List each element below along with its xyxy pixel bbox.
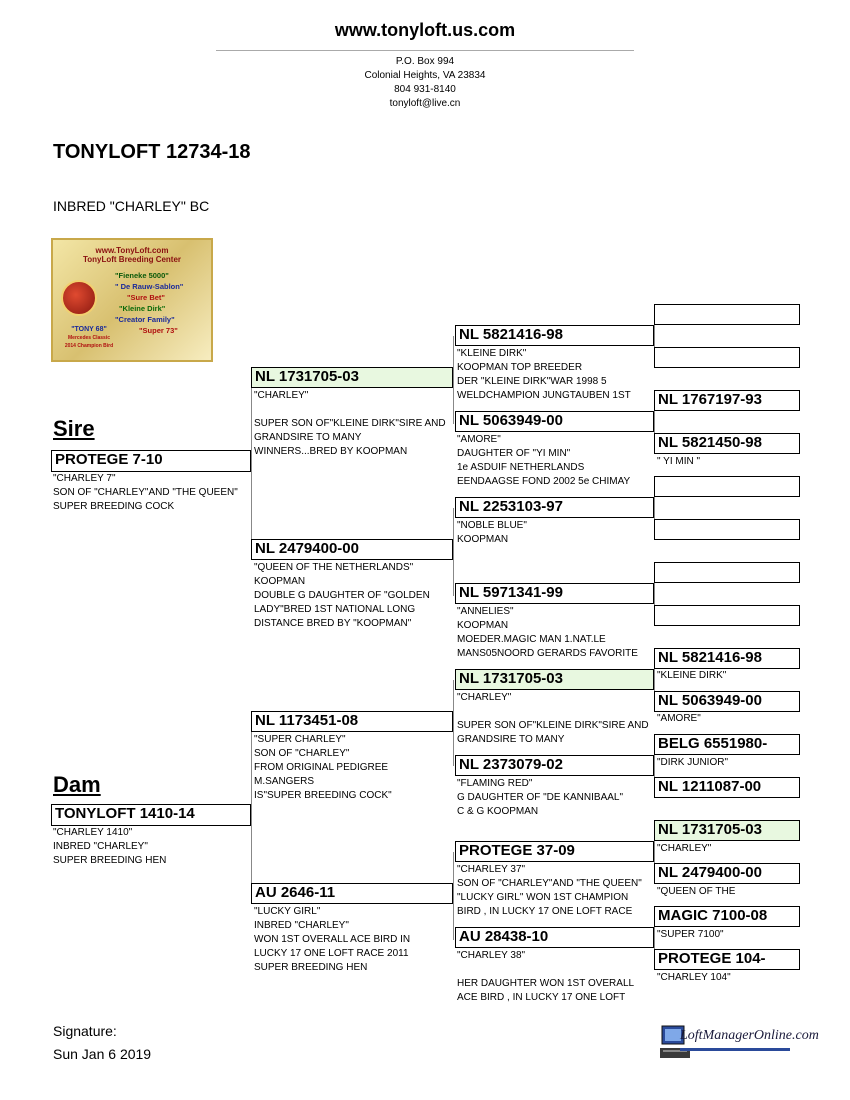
print-date: Sun Jan 6 2019 xyxy=(53,1046,152,1062)
g3-desc-line: MOEDER.MAGIC MAN 1.NAT.LE xyxy=(457,634,606,645)
g3-ring-box: NL 2373079-02 xyxy=(455,755,654,776)
g4-ring-box: NL 5063949-00 xyxy=(654,691,800,712)
logo-line-creator: "Creator Family" xyxy=(115,315,175,324)
logo-line-surebet: "Sure Bet" xyxy=(127,293,165,302)
g2-desc-line: FROM ORIGINAL PEDIGREE xyxy=(254,762,389,773)
g3-desc-line: SUPER SON OF"KLEINE DIRK"SIRE AND xyxy=(457,720,649,731)
sire-description xyxy=(53,472,238,514)
tonyloft-logo xyxy=(51,238,213,362)
g4-description: "AMORE" xyxy=(657,713,701,724)
g2-desc-line: DISTANCE BRED BY "KOOPMAN" xyxy=(254,618,412,629)
g4-description: "KLEINE DIRK" xyxy=(657,670,727,681)
g3-desc-line: KOOPMAN xyxy=(457,620,509,631)
g4-description: "SUPER 7100" xyxy=(657,929,724,940)
g3-ring-box: NL 2253103-97 xyxy=(455,497,654,518)
bird-name: INBRED "CHARLEY" BC xyxy=(53,198,210,214)
g3-desc-line: G DAUGHTER OF "DE KANNIBAAL" xyxy=(457,792,624,803)
g4-ring-box xyxy=(654,605,800,626)
g4-ring-box: MAGIC 7100-08 xyxy=(654,906,800,927)
pigeon-icon xyxy=(61,280,97,316)
g2-connector xyxy=(453,336,454,424)
g3-ring-box: NL 5063949-00 xyxy=(455,411,654,432)
g4-ring-box: BELG 6551980- xyxy=(654,734,800,755)
g2-desc-line: SUPER BREEDING HEN xyxy=(254,962,368,973)
contact-block xyxy=(0,55,850,111)
logo-line-mercedes: Mercedes Classic xyxy=(68,335,110,341)
bird-ring-title: TONYLOFT 12734-18 xyxy=(53,141,251,163)
logo-underline xyxy=(680,1048,790,1051)
g2-ring-box: AU 2646-11 xyxy=(251,883,453,904)
g3-desc-line: "ANNELIES" xyxy=(457,606,514,617)
sire-connector xyxy=(251,378,252,560)
g3-desc-line: 1e ASDUIF NETHERLANDS xyxy=(457,462,585,473)
g2-desc-line: LUCKY 17 ONE LOFT RACE 2011 xyxy=(254,948,409,959)
g3-desc-line: BIRD , IN LUCKY 17 ONE LOFT RACE xyxy=(457,906,633,917)
g2-desc-line: "CHARLEY" xyxy=(254,390,309,401)
g3-description xyxy=(457,605,638,661)
g2-ring-box: NL 2479400-00 xyxy=(251,539,453,560)
g3-desc-line: DAUGHTER OF "YI MIN" xyxy=(457,448,571,459)
g3-desc-line: "CHARLEY 38" xyxy=(457,950,526,961)
g3-description xyxy=(457,433,630,489)
g3-desc-line: MANS05NOORD GERARDS FAVORITE xyxy=(457,648,638,659)
dam-heading: Dam xyxy=(53,772,101,797)
g3-desc-line: DER "KLEINE DIRK"WAR 1998 5 xyxy=(457,376,607,387)
g2-connector xyxy=(453,508,454,596)
logo-line-fieneke: "Fieneke 5000" xyxy=(115,271,169,280)
signature-label: Signature: xyxy=(53,1023,117,1039)
g4-description: " YI MIN " xyxy=(657,456,701,467)
g2-desc-line: "SUPER CHARLEY" xyxy=(254,734,346,745)
contact-po-box: P.O. Box 994 xyxy=(395,56,455,67)
g3-ring-box: AU 28438-10 xyxy=(455,927,654,948)
g4-ring-box xyxy=(654,476,800,497)
g3-desc-line: "KLEINE DIRK" xyxy=(457,348,527,359)
g2-desc-line: IS"SUPER BREEDING COCK" xyxy=(254,790,392,801)
g2-desc-line: SON OF "CHARLEY" xyxy=(254,748,350,759)
g3-description xyxy=(457,347,631,403)
g2-desc-line: "LUCKY GIRL" xyxy=(254,906,321,917)
g2-desc-line: WINNERS...BRED BY KOOPMAN xyxy=(254,446,408,457)
g3-description xyxy=(457,863,642,919)
g3-desc-line: "LUCKY GIRL" WON 1ST CHAMPION xyxy=(457,892,629,903)
logo-line-tony68: "TONY 68" xyxy=(71,326,107,333)
g3-desc-line: KOOPMAN xyxy=(457,534,509,545)
g3-description xyxy=(457,519,527,547)
g3-desc-line: "NOBLE BLUE" xyxy=(457,520,527,531)
g2-description xyxy=(254,561,430,631)
g3-description xyxy=(457,777,623,819)
g3-desc-line: SON OF "CHARLEY"AND "THE QUEEN" xyxy=(457,878,642,889)
contact-city: Colonial Heights, VA 23834 xyxy=(364,70,486,81)
g4-description: "CHARLEY" xyxy=(657,843,712,854)
g3-desc-line: KOOPMAN TOP BREEDER xyxy=(457,362,583,373)
logo-line-rauw: " De Rauw-Sablon" xyxy=(115,282,184,291)
g4-description: "CHARLEY 104" xyxy=(657,972,731,983)
g3-description xyxy=(457,691,649,747)
sire-ring-box: PROTEGE 7-10 xyxy=(51,450,251,472)
g2-desc-line: KOOPMAN xyxy=(254,576,306,587)
g2-description xyxy=(254,389,446,459)
loftmanager-logo xyxy=(658,1022,819,1062)
g2-desc-line: GRANDSIRE TO MANY xyxy=(254,432,362,443)
g2-desc-line xyxy=(254,403,446,417)
sire-desc-line: "CHARLEY 7" xyxy=(53,473,116,484)
g2-desc-line: DOUBLE G DAUGHTER OF "GOLDEN xyxy=(254,590,430,601)
g3-desc-line: "AMORE" xyxy=(457,434,501,445)
g3-desc-line: EENDAAGSE FOND 2002 5e CHIMAY xyxy=(457,476,631,487)
g4-ring-box xyxy=(654,519,800,540)
g2-desc-line: INBRED "CHARLEY" xyxy=(254,920,349,931)
g3-desc-line: C & G KOOPMAN xyxy=(457,806,539,817)
dam-desc-line: INBRED "CHARLEY" xyxy=(53,841,148,852)
g4-description: "QUEEN OF THE xyxy=(657,886,736,897)
g2-description xyxy=(254,905,410,975)
sire-desc-line: SUPER BREEDING COCK xyxy=(53,501,175,512)
g2-description xyxy=(254,733,392,803)
g2-ring-box: NL 1173451-08 xyxy=(251,711,453,732)
g4-ring-box xyxy=(654,304,800,325)
dam-desc-line: "CHARLEY 1410" xyxy=(53,827,133,838)
g4-description: "DIRK JUNIOR" xyxy=(657,757,728,768)
g2-desc-line: "QUEEN OF THE NETHERLANDS" xyxy=(254,562,414,573)
g3-desc-line: "FLAMING RED" xyxy=(457,778,533,789)
logo-line-kleinedirk: "Kleine Dirk" xyxy=(119,304,166,313)
g4-ring-box: NL 5821416-98 xyxy=(654,648,800,669)
g4-ring-box xyxy=(654,562,800,583)
g4-ring-box: NL 2479400-00 xyxy=(654,863,800,884)
g2-desc-line: SUPER SON OF"KLEINE DIRK"SIRE AND xyxy=(254,418,446,429)
g3-ring-box: NL 5821416-98 xyxy=(455,325,654,346)
dam-desc-line: SUPER BREEDING HEN xyxy=(53,855,167,866)
g3-desc-line xyxy=(457,963,634,977)
g3-desc-line: HER DAUGHTER WON 1ST OVERALL xyxy=(457,978,635,989)
header-divider xyxy=(216,50,634,51)
site-url: www.tonyloft.us.com xyxy=(334,20,516,40)
contact-phone: 804 931-8140 xyxy=(394,84,456,95)
g3-ring-box: NL 1731705-03 xyxy=(455,669,654,690)
g3-desc-line: ACE BIRD , IN LUCKY 17 ONE LOFT xyxy=(457,992,626,1003)
g2-desc-line: M.SANGERS xyxy=(254,776,315,787)
g3-desc-line xyxy=(457,705,649,719)
g4-ring-box: NL 1211087-00 xyxy=(654,777,800,798)
g4-ring-box xyxy=(654,347,800,368)
g3-desc-line: GRANDSIRE TO MANY xyxy=(457,734,565,745)
sire-desc-line: SON OF "CHARLEY"AND "THE QUEEN" xyxy=(53,487,238,498)
logo-url: www.TonyLoft.com xyxy=(95,246,169,255)
g4-ring-box: NL 5821450-98 xyxy=(654,433,800,454)
g3-desc-line: WELDCHAMPION JUNGTAUBEN 1ST xyxy=(457,390,631,401)
g2-desc-line: WON 1ST OVERALL ACE BIRD IN xyxy=(254,934,411,945)
logo-line-champion: 2014 Champion Bird xyxy=(64,343,114,349)
logo-line-super73: "Super 73" xyxy=(139,326,178,335)
g3-ring-box: NL 5971341-99 xyxy=(455,583,654,604)
g4-ring-box: PROTEGE 104- xyxy=(654,949,800,970)
g3-description xyxy=(457,949,634,1005)
g3-desc-line: "CHARLEY" xyxy=(457,692,512,703)
contact-email: tonyloft@live.cn xyxy=(389,98,461,109)
dam-description xyxy=(53,826,166,868)
dam-connector xyxy=(251,716,252,892)
g2-connector xyxy=(453,852,454,940)
g4-ring-box: NL 1731705-03 xyxy=(654,820,800,841)
logo-breeding-center: TonyLoft Breeding Center xyxy=(82,255,182,264)
sire-heading: Sire xyxy=(53,416,95,441)
g2-ring-box: NL 1731705-03 xyxy=(251,367,453,388)
g2-connector xyxy=(453,680,454,766)
g3-desc-line: "CHARLEY 37" xyxy=(457,864,526,875)
loftmanager-text: LoftManagerOnline.com xyxy=(680,1028,819,1043)
dam-ring-box: TONYLOFT 1410-14 xyxy=(51,804,251,826)
g2-desc-line: LADY"BRED 1ST NATIONAL LONG xyxy=(254,604,416,615)
g3-ring-box: PROTEGE 37-09 xyxy=(455,841,654,862)
g4-ring-box: NL 1767197-93 xyxy=(654,390,800,411)
